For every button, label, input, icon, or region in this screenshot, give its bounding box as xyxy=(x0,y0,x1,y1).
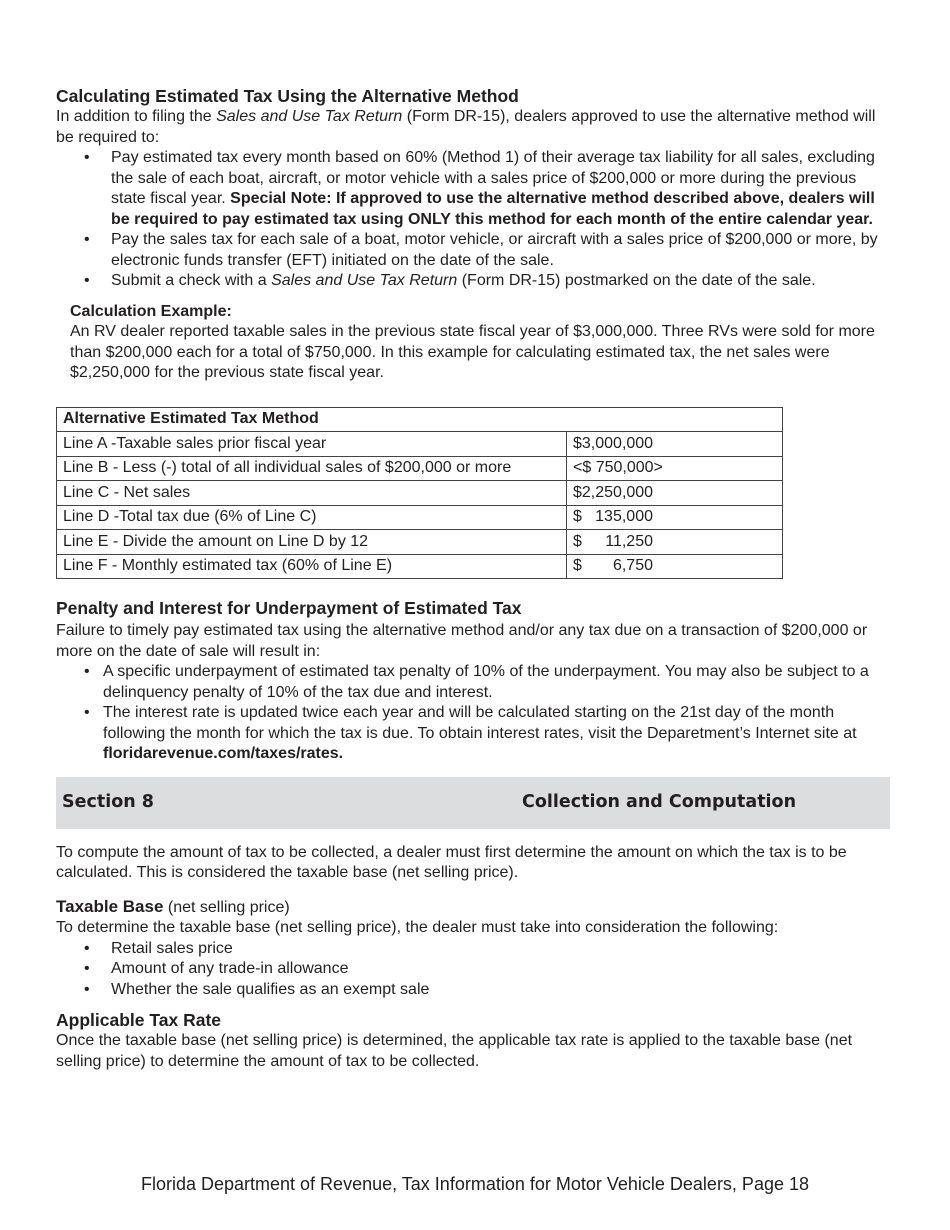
list-item: • The interest rate is updated twice each year and will be calculated starting on the 21st day of the month following the month for which the tax is due. To obtain interest rates, visit the Deparetment’s Internet site at floridarevenue.com/taxes/rates. xyxy=(56,703,890,765)
section-number: Section 8 xyxy=(62,792,154,813)
currency-symbol: $ xyxy=(573,532,582,550)
table-row xyxy=(57,432,783,457)
page-footer: Florida Department of Revenue, Tax Information for Motor Vehicle Dealers, Page 18 xyxy=(140,1174,809,1194)
table-row xyxy=(57,554,783,579)
currency-symbol: $ xyxy=(573,557,582,574)
row-value xyxy=(567,530,783,555)
penalty-list xyxy=(56,662,890,765)
row-label: Line E - Divide the amount on Line D by 12 xyxy=(57,530,567,555)
row-label: Line C - Net sales xyxy=(57,481,567,506)
alternative-method-intro: In addition to filing the Sales and Use Tax Return (Form DR-15), dealers approved to use the alternative method will be required to: xyxy=(56,108,876,146)
page-content xyxy=(56,85,890,1072)
row-value: <$ 750,000> xyxy=(567,456,783,481)
row-value: $3,000,000 xyxy=(567,432,783,457)
compute-paragraph: To compute the amount of tax to be collected, a dealer must first determine the amount on which the tax is to be calculated. This is considered the taxable base (net selling price). xyxy=(56,843,847,881)
table-row xyxy=(57,481,783,506)
row-value xyxy=(567,554,783,579)
row-label: Line F - Monthly estimated tax (60% of Line E) xyxy=(57,554,567,579)
list-item: • Pay the sales tax for each sale of a boat, motor vehicle, or aircraft with a sales price of $200,000 or more, by electronic funds transfer (EFT) initiated on the date of the sale. xyxy=(56,230,890,271)
row-label: Line D -Total tax due (6% of Line C) xyxy=(57,505,567,530)
calculation-example xyxy=(56,302,890,384)
table-row xyxy=(57,530,783,555)
alternative-estimated-tax-table xyxy=(56,407,783,580)
table-row xyxy=(57,456,783,481)
table-row xyxy=(57,505,783,530)
row-amount: 6,750 xyxy=(612,557,653,574)
penalty-intro: Failure to timely pay estimated tax using the alternative method and/or any tax due on a transaction of $200,000 or more on the date of sale will result in: xyxy=(56,622,868,660)
penalty-heading: Penalty and Interest for Underpayment of Estimated Tax xyxy=(56,598,522,618)
row-amount: 11,250 xyxy=(605,532,653,550)
alternative-method-heading: Calculating Estimated Tax Using the Alternative Method xyxy=(56,86,519,106)
list-item: • Whether the sale qualifies as an exempt sale xyxy=(56,980,890,1001)
row-label: Line B - Less (-) total of all individual sales of $200,000 or more xyxy=(57,456,567,481)
list-item: • A specific underpayment of estimated tax penalty of 10% of the underpayment. You may also be subject to a delinquency penalty of 10% of the tax due and interest. xyxy=(56,662,890,703)
calculation-example-title: Calculation Example: xyxy=(70,302,232,320)
currency-symbol: $ xyxy=(573,508,582,525)
calculation-example-text: An RV dealer reported taxable sales in the previous state fiscal year of $3,000,000. Three RVs were sold for more than $200,000 each for a total of $750,000. In this example for calculating estimated tax, the net sales were $2,250,000 for the previous state fiscal year. xyxy=(70,323,875,381)
table-header-row xyxy=(57,407,783,432)
taxable-base-intro: To determine the taxable base (net selling price), the dealer must take into consideration the following: xyxy=(56,919,779,936)
tax-rate-text: Once the taxable base (net selling price) is determined, the applicable tax rate is applied to the taxable base (net selling price) to determine the amount of tax to be collected. xyxy=(56,1032,853,1070)
alternative-method-requirements xyxy=(56,148,890,292)
interest-rates-link-text: floridarevenue.com/taxes/rates. xyxy=(103,745,344,762)
taxable-base-heading: Taxable Base (net selling price) xyxy=(56,896,290,916)
section-title: Collection and Computation xyxy=(522,792,797,813)
row-value xyxy=(567,505,783,530)
table-title: Alternative Estimated Tax Method xyxy=(57,407,783,432)
list-item: • Retail sales price xyxy=(56,939,890,960)
row-label: Line A -Taxable sales prior fiscal year xyxy=(57,432,567,457)
row-amount: 135,000 xyxy=(595,508,653,525)
list-item: • Amount of any trade-in allowance xyxy=(56,959,890,980)
list-item: • Pay estimated tax every month based on 60% (Method 1) of their average tax liability for all sales, excluding the sale of each boat, aircraft, or motor vehicle with a sales price of $200,000 or more during the previous state fiscal year. Special Note: If approved to use the alternative method described above, dealers will be required to pay estimated tax using ONLY this method for each month of the entire calendar year. xyxy=(56,148,890,230)
row-value: $2,250,000 xyxy=(567,481,783,506)
tax-rate-heading: Applicable Tax Rate xyxy=(56,1010,222,1030)
taxable-base-list xyxy=(56,939,890,1001)
section-header-bar xyxy=(56,777,890,829)
list-item: • Submit a check with a Sales and Use Tax Return (Form DR-15) postmarked on the date of the sale. xyxy=(56,271,890,292)
